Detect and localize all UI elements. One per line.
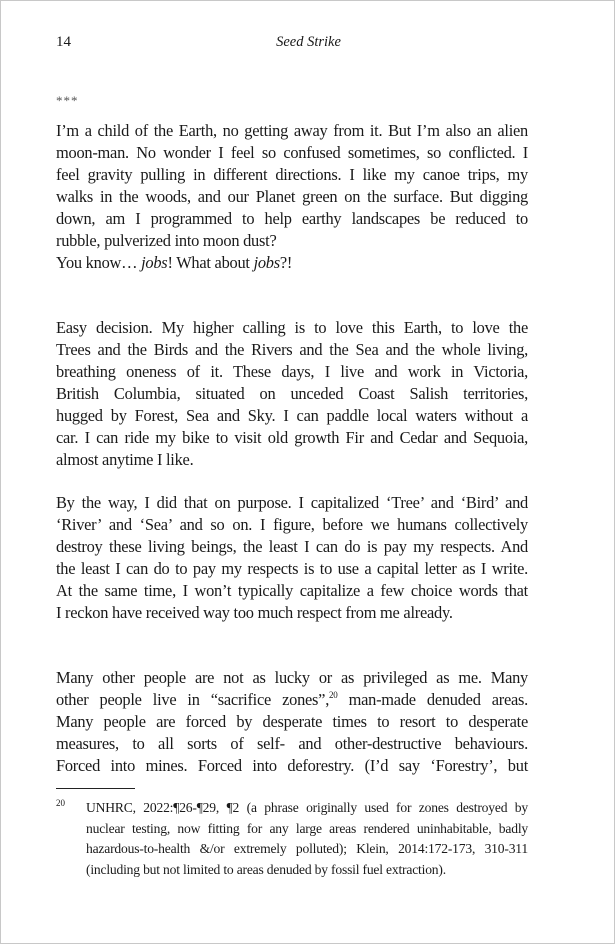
text-run: moon-man. No wonder I feel so confused sometimes, so conflicted. I [56, 143, 528, 162]
text-line [56, 186, 528, 208]
text-line [56, 558, 528, 580]
footnote-divider [56, 788, 135, 789]
text-line [56, 427, 528, 449]
text-run: rubble, pulverized into moon dust? [56, 231, 277, 250]
text-run: down, am I programmed to help earthy landscapes be reduced to [56, 209, 528, 228]
text-run: Forced into mines. Forced into deforestry. (I’d say ‘Forestry’, but [56, 756, 528, 775]
text-run: walks in the woods, and our Planet green on the surface. But digging [56, 187, 528, 206]
text-run: British Columbia, situated on unceded Coast Salish territories, [56, 384, 528, 403]
text-run: car. I can ride my bike to visit old growth Fir and Cedar and Sequoia, [56, 428, 528, 447]
text-run: Many people are forced by desperate times to resort to desperate [56, 712, 528, 731]
text-line [56, 252, 528, 274]
text-run: ?! [279, 253, 293, 272]
text-line [56, 142, 528, 164]
paragraph [56, 252, 528, 274]
paragraph [56, 317, 528, 471]
text-run: I reckon have received way too much respect from me already. [56, 603, 453, 622]
text-line [56, 689, 528, 711]
text-run: ‘River’ and ‘Sea’ and so on. I figure, before we humans collectively [56, 515, 528, 534]
text-line [56, 536, 528, 558]
text-line [56, 449, 528, 471]
text-line [56, 230, 528, 252]
text-line [56, 514, 528, 536]
text-line [56, 405, 528, 427]
text-line [56, 208, 528, 230]
italic-text: jobs [141, 253, 168, 272]
text-line [56, 361, 528, 383]
italic-text: jobs [253, 253, 280, 272]
paragraph [56, 667, 528, 777]
text-line [56, 667, 528, 689]
text-run: Many other people are not as lucky or as privileged as me. Many [56, 668, 528, 687]
footnote-marker: 20 [56, 798, 65, 808]
text-line [56, 120, 528, 142]
text-run: ! What about [167, 253, 254, 272]
footnote-reference: 20 [329, 690, 338, 700]
text-line [56, 755, 528, 777]
text-run: measures, to all sorts of self- and other-destructive behaviours. [56, 734, 528, 753]
text-line [56, 711, 528, 733]
text-line [56, 492, 528, 514]
text-run: By the way, I did that on purpose. I capitalized ‘Tree’ and ‘Bird’ and [56, 493, 528, 512]
text-run: At the same time, I won’t typically capitalize a few choice words that [56, 581, 528, 600]
footnote-line: nuclear testing, now fitting for any large areas rendered uninhabitable, badly [86, 820, 528, 836]
paragraph [56, 120, 528, 252]
paragraph [56, 492, 528, 624]
footnote-line: UNHRC, 2022:¶26-¶29, ¶2 (a phrase originally used for zones destroyed by [86, 800, 528, 815]
text-line [56, 339, 528, 361]
text-run: other people live in “sacrifice zones”, [56, 690, 330, 709]
text-line [56, 602, 528, 624]
running-title: Seed Strike [276, 34, 341, 50]
text-run: hugged by Forest, Sea and Sky. I can paddle local waters without a [56, 406, 528, 425]
text-line [56, 580, 528, 602]
text-run: breathing oneness of it. These days, I live and work in Victoria, [56, 362, 528, 381]
text-run: feel gravity pulling in different directions. I like my canoe trips, my [56, 165, 528, 184]
text-run: almost anytime I like. [56, 450, 194, 469]
text-line [56, 733, 528, 755]
text-line [56, 383, 528, 405]
text-run: Easy decision. My higher calling is to love this Earth, to love the [56, 318, 528, 337]
footnote-text [86, 798, 528, 880]
text-run: You know… [56, 253, 142, 272]
text-line [56, 164, 528, 186]
footnote-line: hazardous-to-health &/or extremely polluted); Klein, 2014:172-173, 310-311 [86, 841, 528, 857]
text-run: destroy these living beings, the least I can do is pay my respects. And [56, 537, 528, 556]
text-run: Trees and the Birds and the Rivers and the Sea and the whole living, [56, 340, 528, 359]
text-line [56, 317, 528, 339]
text-run: man-made denuded areas. [337, 690, 528, 709]
section-break: *** [56, 93, 79, 108]
footnote-line: (including but not limited to areas denuded by fossil fuel extraction). [86, 861, 446, 877]
text-run: I’m a child of the Earth, no getting away from it. But I’m also an alien [56, 121, 528, 140]
text-run: the least I can do to pay my respects is to use a capital letter as I write. [56, 559, 528, 578]
page-number: 14 [56, 34, 71, 50]
